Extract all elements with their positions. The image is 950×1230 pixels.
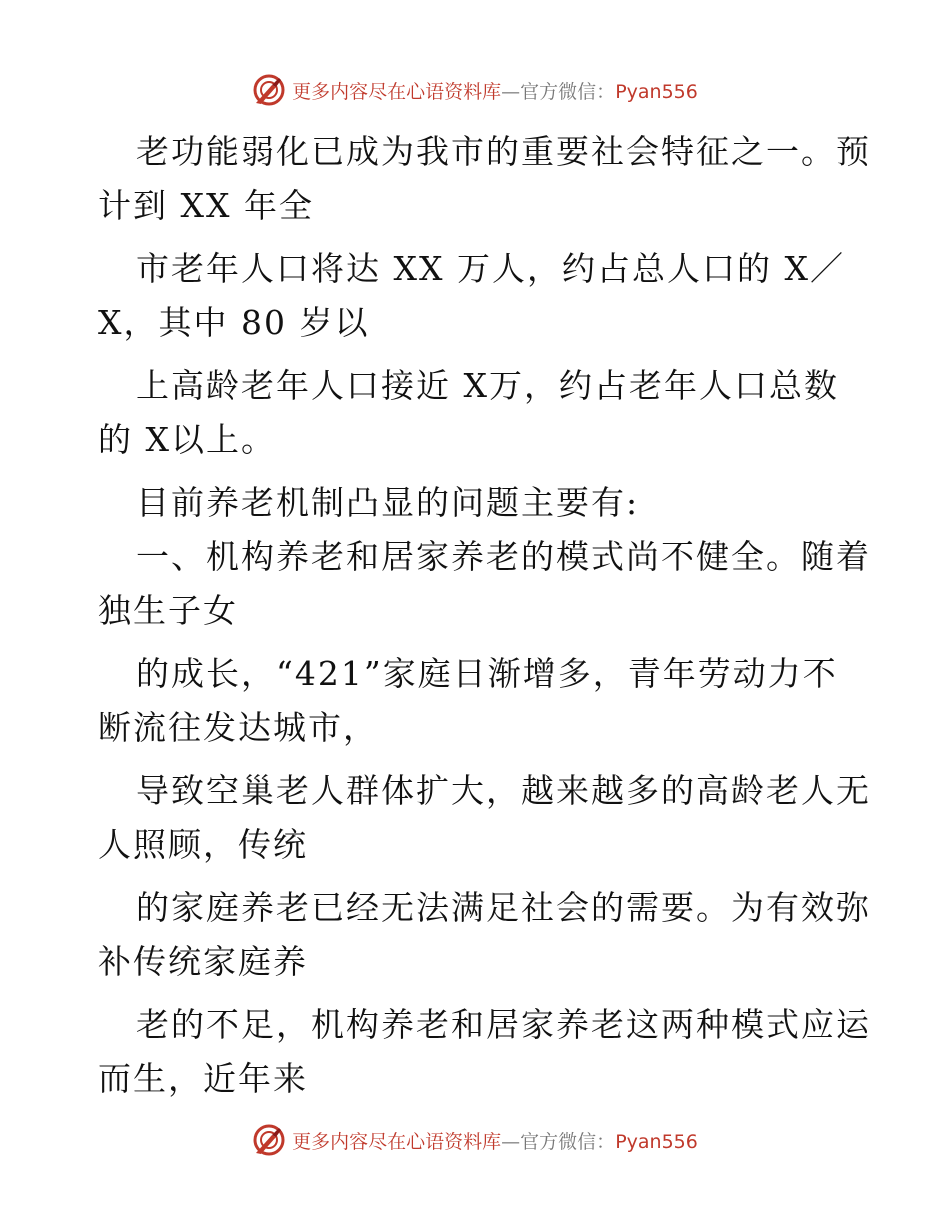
- text-line: 计到 XX 年全: [98, 186, 314, 225]
- text-line: 的成长，“421”家庭日渐增多，青年劳动力不: [136, 654, 838, 693]
- text-line: 上高龄老年人口接近 X万，约占老年人口总数: [136, 366, 839, 405]
- banner-prefix: 更多内容尽在心语资料库: [292, 1130, 502, 1153]
- banner-prefix: 更多内容尽在心语资料库: [292, 80, 502, 103]
- text-line: 老的不足，机构养老和居家养老这两种模式应运: [136, 1005, 871, 1044]
- text-line: 独生子女: [98, 591, 238, 630]
- banner-text: [292, 1127, 698, 1154]
- text-line: 人照顾，传统: [98, 825, 308, 864]
- pen-logo-icon: [252, 73, 286, 107]
- banner-content: [252, 73, 698, 107]
- banner-wechat-id: Pyan556: [615, 1130, 698, 1153]
- text-line: X，其中 80 岁以: [98, 303, 370, 342]
- banner-dash: —: [501, 1130, 521, 1153]
- text-line: 老功能弱化已成为我市的重要社会特征之一。预: [136, 132, 871, 171]
- text-line: 市老年人口将达 XX 万人，约占总人口的 X／: [136, 249, 845, 288]
- text-line: 导致空巢老人群体扩大，越来越多的高龄老人无: [136, 771, 871, 810]
- banner-official: 官方微信：: [520, 80, 616, 103]
- header-banner: [0, 70, 950, 110]
- text-line: 而生，近年来: [98, 1059, 308, 1098]
- banner-text: [292, 77, 698, 104]
- text-line: 一、机构养老和居家养老的模式尚不健全。随着: [136, 537, 871, 576]
- banner-official: 官方微信：: [520, 1130, 616, 1153]
- pen-logo-icon: [252, 1123, 286, 1157]
- text-line: 的家庭养老已经无法满足社会的需要。为有效弥: [136, 888, 871, 927]
- document-body: [98, 125, 878, 1115]
- text-line: 断流往发达城市，: [98, 708, 378, 747]
- footer-banner: [0, 1120, 950, 1160]
- text-line: 的 X以上。: [98, 420, 276, 459]
- banner-wechat-id: Pyan556: [615, 80, 698, 103]
- banner-content: [252, 1123, 698, 1157]
- text-line: 目前养老机制凸显的问题主要有:: [136, 483, 640, 522]
- text-line: 补传统家庭养: [98, 942, 308, 981]
- banner-dash: —: [501, 80, 521, 103]
